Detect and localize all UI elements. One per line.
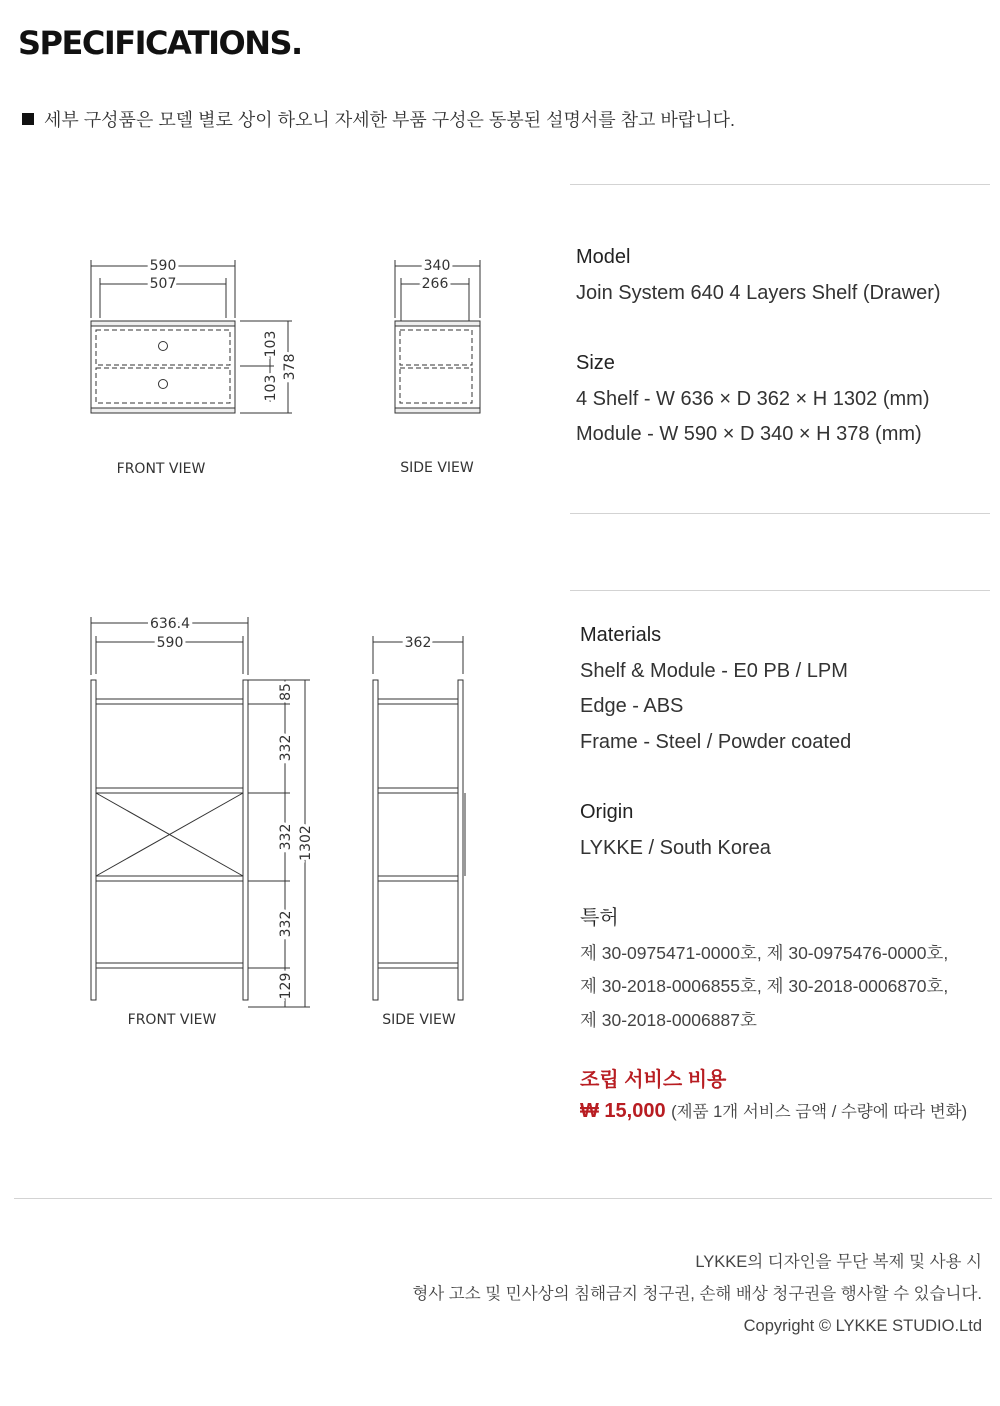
module-front-width-outer: 590: [149, 258, 177, 274]
patent-line-3: 제 30-2018-0006887호: [580, 1009, 757, 1030]
footer-line-2: 형사 고소 및 민사상의 침해금지 청구권, 손해 배상 청구권을 행사할 수 있습니다.: [412, 1285, 982, 1303]
shelf-front-view-label: FRONT VIEW: [127, 1012, 217, 1028]
module-front-drawer-top: 103: [263, 330, 279, 358]
module-front-width-inner: 507: [149, 276, 177, 292]
module-front-view: [91, 260, 292, 413]
shelf-dim-total: 1302: [298, 825, 314, 861]
model-value: Join System 640 4 Layers Shelf (Drawer): [576, 281, 941, 304]
assembly-price-line: [580, 1098, 967, 1123]
divider-footer: [14, 1198, 992, 1199]
divider-materials: [570, 590, 990, 591]
footer-notice: [412, 1246, 982, 1342]
shelf-side-view: [373, 636, 465, 1000]
page-title: SPECIFICATIONS.: [18, 24, 302, 62]
patent-line-2: 제 30-2018-0006855호, 제 30-2018-0006870호,: [580, 976, 949, 996]
assembly-note: (제품 1개 서비스 금액 / 수량에 따라 변화): [671, 1103, 968, 1121]
module-side-depth-outer: 340: [423, 258, 451, 274]
patent-heading: 특허: [580, 907, 619, 929]
size-heading: Size: [576, 352, 615, 374]
size-shelf: 4 Shelf - W 636 × D 362 × H 1302 (mm): [576, 387, 930, 410]
assembly-price: ₩ 15,000: [580, 1100, 666, 1122]
shelf-front-width-inner: 590: [156, 635, 184, 651]
notice-text: 세부 구성품은 모델 별로 상이 하오니 자세한 부품 구성은 동봉된 설명서를 참고 바랍니다.: [44, 110, 735, 130]
spec-model-size: [576, 240, 941, 453]
shelf-side-depth: 362: [404, 635, 432, 651]
module-side-depth-inner: 266: [421, 276, 449, 292]
divider-middle: [570, 513, 990, 514]
footer-line-1: LYKKE의 디자인을 무단 복제 및 사용 시: [695, 1253, 982, 1271]
assembly-heading: 조립 서비스 비용: [580, 1069, 727, 1091]
shelf-dim-level1: 332: [278, 734, 294, 762]
square-bullet-icon: [22, 113, 34, 125]
module-front-height-total: 378: [282, 353, 298, 381]
origin-value: LYKKE / South Korea: [580, 836, 771, 859]
materials-edge: Edge - ABS: [580, 695, 684, 717]
footer-copyright: Copyright © LYKKE STUDIO.Ltd: [743, 1317, 982, 1335]
spec-materials: [580, 618, 948, 1037]
module-front-view-label: FRONT VIEW: [116, 461, 206, 477]
shelf-side-view-label: SIDE VIEW: [382, 1012, 456, 1028]
shelf-dim-top: 85: [278, 683, 294, 701]
shelf-front-view: [91, 617, 310, 1007]
materials-frame: Frame - Steel / Powder coated: [580, 730, 852, 753]
patent-line-1: 제 30-0975471-0000호, 제 30-0975476-0000호,: [580, 942, 949, 963]
shelf-dim-level2: 332: [278, 823, 294, 851]
shelf-dim-level3: 332: [278, 910, 294, 938]
notice-line: [22, 106, 735, 132]
module-drawing: [60, 250, 530, 490]
shelf-dim-bottom: 129: [278, 972, 294, 1000]
model-heading: Model: [576, 246, 631, 268]
origin-heading: Origin: [580, 801, 634, 823]
materials-heading: Materials: [580, 624, 662, 646]
divider-top: [570, 184, 990, 185]
shelf-drawing: [60, 610, 530, 1040]
shelf-front-width-outer: 636.4: [149, 616, 191, 632]
module-front-drawer-bottom: 103: [263, 374, 279, 402]
size-module: Module - W 590 × D 340 × H 378 (mm): [576, 423, 922, 445]
module-side-view-label: SIDE VIEW: [400, 460, 474, 476]
materials-shelf: Shelf & Module - E0 PB / LPM: [580, 659, 848, 682]
